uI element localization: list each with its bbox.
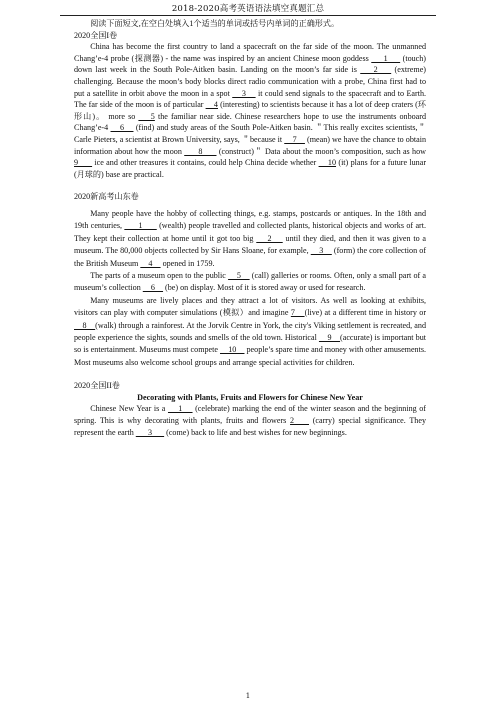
passage-text: (form) the core collection of the British Museum	[74, 246, 427, 268]
passage-title: Decorating with Plants, Fruits and Flowers for Chinese New Year	[137, 392, 363, 402]
passage-text: (be) on display. Most of it is stored away or used for research.	[163, 283, 366, 293]
passage-paragraph	[74, 41, 426, 180]
blank-underline: 2	[290, 415, 309, 425]
passage-text: (find) and study areas of the South Pole-Aitken basin. ＂This really excites scientists,＂ Carle Pieters, a scientist at Brown University, says, ＂because it	[74, 123, 427, 144]
blank-underline: 7	[290, 308, 305, 318]
passage-text: (celebrate) marking the end of the winter season and the beginning of spring. This is why decorating with plants, fruits and flowers	[74, 404, 426, 425]
passage-text: The parts of a museum open to the public	[90, 270, 229, 280]
passage-text: Many people have the hobby of collecting things, e.g. stamps, postcards or antiques. In the 18th and 19th centuries,	[74, 208, 426, 231]
passage-paragraph	[74, 403, 426, 438]
passage-text: (walk) through a rainforest. At the Jorvik Centre in York, the city's Viking settlement is recreated, and people experience the sights, sounds and smells of the old town. Historical	[74, 320, 426, 342]
passage-text: (touch) down last week in the South Pole-Aitken basin. Landing on the moon’s far side is	[74, 53, 426, 75]
document-body	[74, 18, 426, 438]
blank-underline: 4	[205, 100, 218, 110]
blank-underline: 8	[74, 320, 96, 330]
blank-underline: 5	[228, 270, 250, 280]
passage-text: (call) galleries or rooms. Often, only a small part of a museum’s collection	[74, 270, 427, 293]
passage-text: opened in 1759.	[160, 258, 215, 268]
instruction-text: 阅读下面短文,在空白处填入1个适当的单词或括号内单词的正确形式。	[90, 19, 340, 28]
section-label-2020-shandong: 2020新高考山东卷	[74, 192, 139, 202]
blank-underline: 4	[140, 258, 161, 268]
passage-text: Chinese New Year is a	[90, 404, 168, 414]
passage-text: (come) back to life and best wishes for new beginnings.	[164, 427, 347, 437]
section-2020-national-1	[74, 41, 426, 180]
passage-text: (live) at a different time in history or	[304, 308, 427, 318]
blank-underline: 6	[142, 283, 164, 293]
blank-underline: 1	[124, 221, 157, 231]
blank-underline: 9	[318, 332, 341, 342]
passage-text: (wealth) people travelled and collected plants, historical objects and works of art. They kept their collection at home until it got too big	[74, 221, 427, 243]
blank-underline: 3	[310, 246, 332, 256]
page-number: 1	[245, 692, 251, 700]
blank-underline: 10	[220, 345, 245, 355]
passage-text: it could send signals to the spacecraft and to Earth. The far side of the moon is of particular	[74, 88, 427, 110]
blank-underline: 2	[256, 233, 283, 243]
passage-paragraph	[74, 295, 426, 369]
passage-text: Many museums are lively places and they attract a lot of visitors. As well as looking at exhibits, visitors can play with computer simulations (模拟）and imagine	[74, 295, 426, 318]
passage-paragraph	[74, 270, 426, 295]
blank-underline: 7	[284, 134, 305, 144]
passage-text: the familiar near side. Chinese researchers hope to use the instruments onboard Chang’e-4	[74, 111, 427, 133]
blank-underline: 5	[138, 111, 155, 121]
blank-underline: 6	[110, 123, 134, 133]
passage-text: (mean) we have the chance to obtain information about how the moon	[74, 134, 426, 156]
blank-underline: 9	[74, 158, 93, 168]
passage-text: (it) plans for a future lunar (月球的) base are practical.	[74, 158, 427, 179]
passage-text: China has become the first country to land a spacecraft on the far side of the moon. The unmanned Chang’e-4 probe (探测器) - the name was inspired by an ancient Chinese moon goddess	[74, 42, 426, 63]
section-label-2020-national-2: 2020全国II卷	[74, 381, 120, 391]
passage-text: ice and other treasures it contains, could help China decide whether	[92, 158, 319, 168]
passage-text: (extreme) challenging. Because the moon’s body blocks direct radio communication with a probe, China first had to put a satellite in orbit above the moon in a spot	[74, 65, 426, 98]
blank-underline: 10	[318, 158, 337, 168]
blank-underline: 1	[167, 404, 193, 414]
blank-underline: 2	[360, 65, 392, 75]
header-rule	[60, 15, 436, 16]
passage-paragraph	[74, 208, 426, 270]
page-header: 2018-2020高考英语语法填空真题汇总	[171, 4, 325, 14]
section-2020-national-2	[74, 403, 426, 438]
section-2020-shandong	[74, 208, 426, 369]
passage-text: people’s spare time and money with other amusements. Most museums also welcome school groups and arrange special activities for children.	[74, 345, 427, 367]
passage-text: (accurate) is important but so is entertainment. Museums must compete	[74, 332, 426, 355]
blank-underline: 3	[135, 427, 165, 437]
blank-underline: 1	[371, 53, 401, 63]
passage-text: until they died, and then it was given to a museum. The 80,000 objects collected by Sir Hans Sloane, for example,	[74, 233, 427, 256]
blank-underline: 3	[232, 88, 256, 98]
blank-underline: 8	[184, 146, 217, 156]
passage-text: (construct)＂ Data about the moon’s composition, such as how	[216, 146, 426, 156]
passage-text: (carry) special significance. They represent the earth	[74, 415, 426, 437]
passage-text: (interesting) to scientists because it has a lot of deep craters (环形山)。 more so	[74, 100, 427, 121]
section-label-2020-national-1: 2020全国I卷	[74, 30, 118, 40]
